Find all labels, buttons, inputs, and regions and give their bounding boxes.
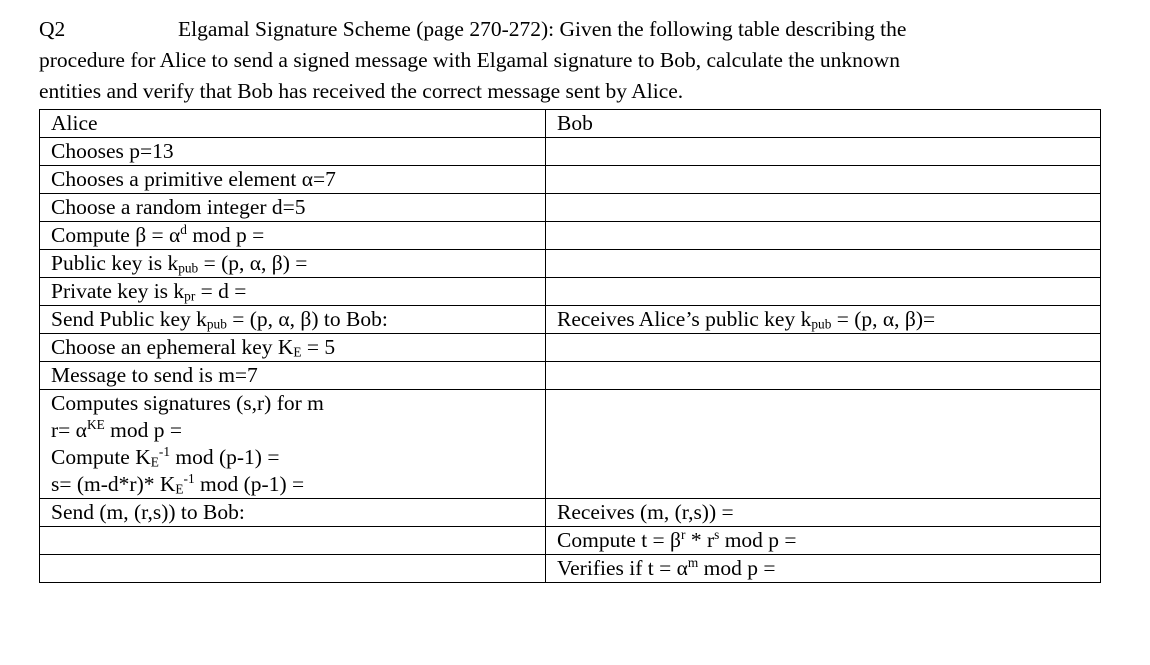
signature-line-1: Computes signatures (s,r) for m (51, 391, 324, 415)
header-alice: Alice (40, 110, 546, 138)
table-row (40, 555, 1101, 583)
table-row (40, 222, 1101, 250)
bob-cell: Compute $t = \beta^r * r^s$ mod p = (546, 527, 1101, 555)
table-row (40, 138, 1101, 166)
question-number: Q2 (39, 17, 66, 41)
bob-cell (546, 250, 1101, 278)
table-row (40, 166, 1101, 194)
alice-cell: Send (m, (r,s)) to Bob: (40, 499, 546, 527)
signature-line-3: Compute $K_E^{-1}$ mod (p-1) = (51, 444, 280, 470)
bob-cell (546, 278, 1101, 306)
alice-cell (40, 527, 546, 555)
alice-cell (40, 555, 546, 583)
bob-cell: Receives Alice’s public key $k_{pub} = (p$, α, β)= (546, 306, 1101, 334)
signature-line-4: s= (m-d*r)* $K_E^{-1}$ mod (p-1) = (51, 471, 305, 497)
alice-cell: Choose a random integer d=5 (40, 194, 546, 222)
bob-cell (546, 166, 1101, 194)
table-row (40, 362, 1101, 390)
question-line-1: Q2 Elgamal Signature Scheme (page 270-272): Given the following table describing the (39, 14, 1099, 45)
bob-cell: Receives (m, (r,s)) = (546, 499, 1101, 527)
signature-line-2: $r= \alpha^{KE}$ mod p = (51, 417, 182, 442)
table-header-row (40, 110, 1101, 138)
bob-cell (546, 390, 1101, 499)
table-row (40, 499, 1101, 527)
alice-cell: Choose an ephemeral key $K_E = 5$ (40, 334, 546, 362)
alice-cell: Public key is $k_{pub} = (p$, α, β) = (40, 250, 546, 278)
table-row (40, 527, 1101, 555)
question-line-2: procedure for Alice to send a signed message with Elgamal signature to Bob, calculate the unknown (39, 48, 900, 72)
alice-cell (40, 390, 546, 499)
bob-cell (546, 194, 1101, 222)
table-row (40, 390, 1101, 499)
bob-cell (546, 138, 1101, 166)
signature-table (39, 109, 1101, 583)
table-row (40, 250, 1101, 278)
alice-cell: Chooses a primitive element α=7 (40, 166, 546, 194)
bob-cell (546, 362, 1101, 390)
alice-cell: Send Public key $k_{pub} = (p$, α, β) to Bob: (40, 306, 546, 334)
table-row (40, 278, 1101, 306)
bob-cell (546, 222, 1101, 250)
alice-cell: Message to send is m=7 (40, 362, 546, 390)
alice-cell: Private key is $k_{pr} = d$ = (40, 278, 546, 306)
bob-cell (546, 334, 1101, 362)
question-line-3: entities and verify that Bob has received the correct message sent by Alice. (39, 79, 684, 103)
question-text (39, 14, 1099, 107)
header-bob: Bob (546, 110, 1101, 138)
table-row (40, 334, 1101, 362)
alice-cell: Compute $\beta = \alpha^d$ mod p = (40, 222, 546, 250)
alice-cell: Chooses p=13 (40, 138, 546, 166)
bob-cell: Verifies if $t = \alpha^m$ mod p = (546, 555, 1101, 583)
table-row (40, 194, 1101, 222)
table-row (40, 306, 1101, 334)
